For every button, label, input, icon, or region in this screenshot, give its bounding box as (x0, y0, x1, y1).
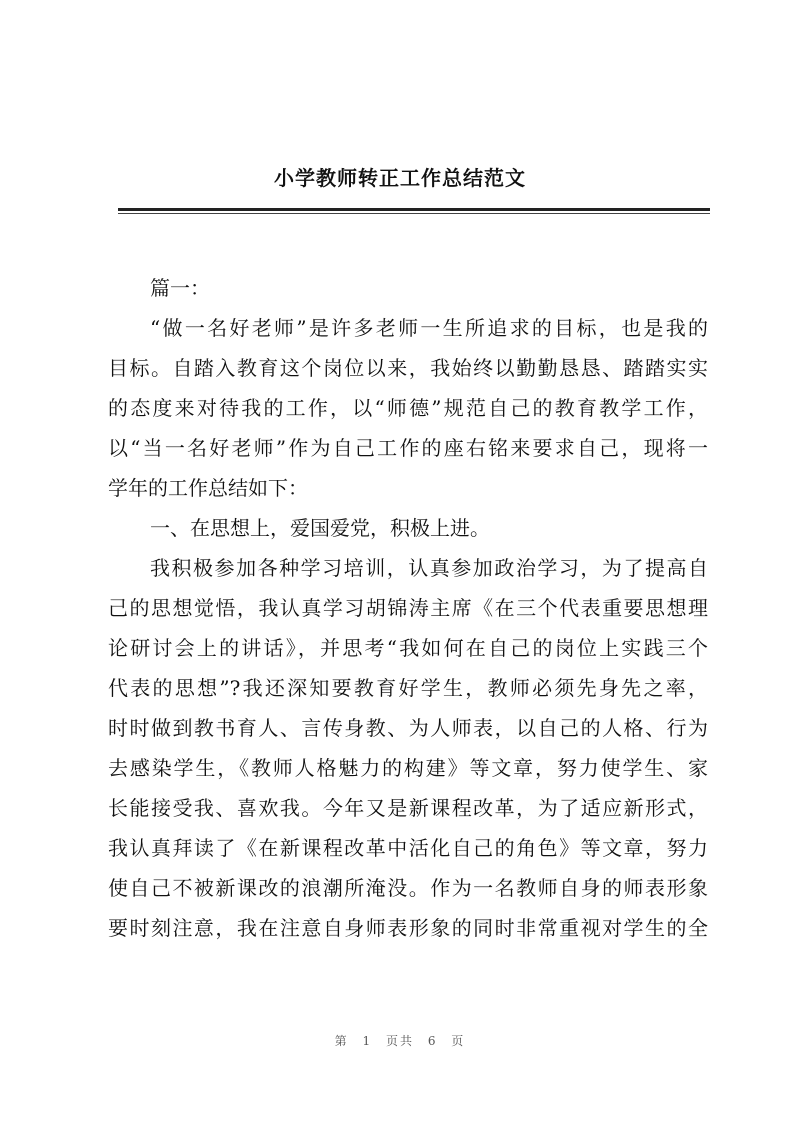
section-heading: 篇一： (150, 276, 210, 300)
paragraph-line: 去感染学生，《教师人格魅力的构建》等文章，努力使学生、家 (108, 756, 708, 780)
page-footer (0, 1032, 800, 1049)
paragraph-line: 以“当一名好老师”作为自己工作的座右铭来要求自己，现将一 (108, 436, 708, 460)
paragraph-line: 要时刻注意，我在注意自身师表形象的同时非常重视对学生的全 (108, 916, 708, 940)
title-underline (118, 208, 710, 211)
paragraph-line: 长能接受我、喜欢我。今年又是新课程改革，为了适应新形式， (108, 796, 708, 820)
footer-page-number: 1 (362, 1034, 373, 1048)
paragraph-line: 目标。自踏入教育这个岗位以来，我始终以勤勤恳恳、踏踏实实 (108, 356, 708, 380)
paragraph-line: 学年的工作总结如下： (108, 476, 308, 500)
footer-page-label: 第 (334, 1034, 349, 1048)
paragraph-line: 己的思想觉悟，我认真学习胡锦涛主席《在三个代表重要思想理 (108, 596, 708, 620)
subsection-heading: 一、在思想上，爱国爱党，积极上进。 (150, 516, 490, 540)
footer-total-label: 页共 (385, 1034, 414, 1048)
paragraph-line: “做一名好老师”是许多老师一生所追求的目标，也是我的 (150, 316, 708, 340)
paragraph-line: 使自己不被新课改的浪潮所淹没。作为一名教师自身的师表形象 (108, 876, 708, 900)
title-underline-thin (118, 213, 710, 214)
paragraph-line: 的态度来对待我的工作，以“师德”规范自己的教育教学工作， (108, 396, 708, 420)
footer-suffix: 页 (451, 1034, 466, 1048)
paragraph-line: 代表的思想”?我还深知要教育好学生，教师必须先身先之率， (108, 676, 708, 700)
paragraph-line: 我积极参加各种学习培训，认真参加政治学习，为了提高自 (150, 556, 708, 580)
document-body (108, 268, 708, 948)
paragraph-line: 我认真拜读了《在新课程改革中活化自己的角色》等文章，努力 (108, 836, 708, 860)
footer-total-pages: 6 (427, 1034, 438, 1048)
paragraph-line: 时时做到教书育人、言传身教、为人师表，以自己的人格、行为 (108, 716, 708, 740)
paragraph-line: 论研讨会上的讲话》，并思考“我如何在自己的岗位上实践三个 (108, 636, 708, 660)
document-title: 小学教师转正工作总结范文 (274, 166, 526, 190)
